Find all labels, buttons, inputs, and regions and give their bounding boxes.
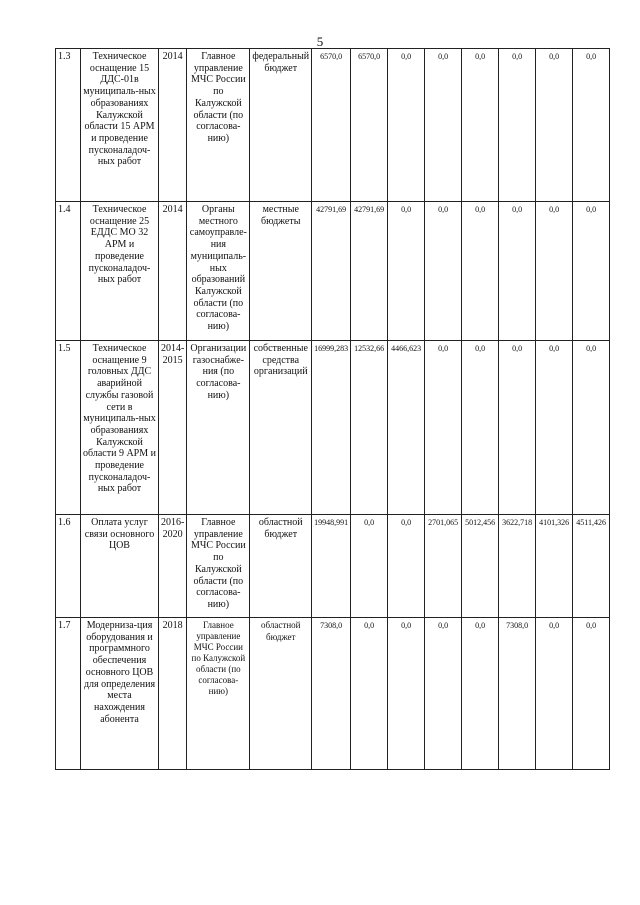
funding-source: местные бюджеты	[250, 202, 312, 341]
value-cell: 0,0	[388, 49, 425, 202]
value-cell: 0,0	[462, 341, 499, 515]
row-number: 1.5	[56, 341, 81, 515]
funding-source: федеральный бюджет	[250, 49, 312, 202]
value-cell: 0,0	[573, 49, 610, 202]
implementation-year: 2016-2020	[159, 515, 187, 618]
implementation-year: 2018	[159, 618, 187, 770]
value-cell: 0,0	[462, 49, 499, 202]
measure-name: Техническое оснащение 15 ДДС-01в муниципаль-ных образованиях Калужской области 15 АРМ и проведение пусконаладоч-ных работ	[81, 49, 159, 202]
value-cell: 0,0	[499, 341, 536, 515]
executor: Главное управление МЧС России по Калужской области (по согласова-нию)	[187, 515, 250, 618]
value-cell: 3622,718	[499, 515, 536, 618]
implementation-year: 2014	[159, 202, 187, 341]
value-cell: 0,0	[462, 202, 499, 341]
value-cell: 0,0	[573, 618, 610, 770]
funding-source: областной бюджет	[250, 515, 312, 618]
value-cell: 6570,0	[312, 49, 351, 202]
table-row	[56, 618, 610, 770]
value-cell: 0,0	[536, 341, 573, 515]
table-row	[56, 49, 610, 202]
value-cell: 4466,623	[388, 341, 425, 515]
value-cell: 0,0	[536, 618, 573, 770]
budget-table	[55, 48, 610, 770]
value-cell: 0,0	[536, 49, 573, 202]
value-cell: 42791,69	[351, 202, 388, 341]
value-cell: 0,0	[351, 515, 388, 618]
value-cell: 7308,0	[312, 618, 351, 770]
row-number: 1.6	[56, 515, 81, 618]
value-cell: 0,0	[573, 341, 610, 515]
table-row	[56, 515, 610, 618]
value-cell: 12532,66	[351, 341, 388, 515]
executor: Организации газоснабже-ния (по согласова-нию)	[187, 341, 250, 515]
value-cell: 0,0	[351, 618, 388, 770]
executor: Органы местного самоуправле-ния муниципаль-ных образований Калужской области (по согласова-нию)	[187, 202, 250, 341]
implementation-year: 2014-2015	[159, 341, 187, 515]
value-cell: 6570,0	[351, 49, 388, 202]
funding-source: областной бюджет	[250, 618, 312, 770]
value-cell: 0,0	[388, 515, 425, 618]
value-cell: 16999,283	[312, 341, 351, 515]
value-cell: 0,0	[499, 49, 536, 202]
value-cell: 0,0	[425, 202, 462, 341]
value-cell: 0,0	[425, 341, 462, 515]
implementation-year: 2014	[159, 49, 187, 202]
measure-name: Модерниза-ция оборудования и программного обеспечения основного ЦОВ для определения места нахождения абонента	[81, 618, 159, 770]
row-number: 1.4	[56, 202, 81, 341]
funding-source: собственные средства организаций	[250, 341, 312, 515]
value-cell: 2701,065	[425, 515, 462, 618]
executor: Главное управление МЧС России по Калужской области (по согласова-нию)	[187, 618, 250, 770]
table-row	[56, 202, 610, 341]
value-cell: 4511,426	[573, 515, 610, 618]
value-cell: 0,0	[425, 49, 462, 202]
value-cell: 42791,69	[312, 202, 351, 341]
measure-name: Техническое оснащение 25 ЕДДС МО 32 АРМ и проведение пусконаладоч-ных работ	[81, 202, 159, 341]
value-cell: 0,0	[388, 202, 425, 341]
value-cell: 0,0	[499, 202, 536, 341]
value-cell: 0,0	[388, 618, 425, 770]
value-cell: 0,0	[425, 618, 462, 770]
row-number: 1.3	[56, 49, 81, 202]
page-number: 5	[316, 34, 324, 49]
value-cell: 4101,326	[536, 515, 573, 618]
table-row	[56, 341, 610, 515]
value-cell: 19948,991	[312, 515, 351, 618]
measure-name: Оплата услуг связи основного ЦОВ	[81, 515, 159, 618]
value-cell: 5012,456	[462, 515, 499, 618]
value-cell: 0,0	[462, 618, 499, 770]
value-cell: 0,0	[536, 202, 573, 341]
row-number: 1.7	[56, 618, 81, 770]
value-cell: 0,0	[573, 202, 610, 341]
measure-name: Техническое оснащение 9 головных ДДС аварийной службы газовой сети в муниципаль-ных образованиях Калужской области 9 АРМ и проведение пусконаладоч-ных работ	[81, 341, 159, 515]
executor: Главное управление МЧС России по Калужской области (по согласова-нию)	[187, 49, 250, 202]
value-cell: 7308,0	[499, 618, 536, 770]
